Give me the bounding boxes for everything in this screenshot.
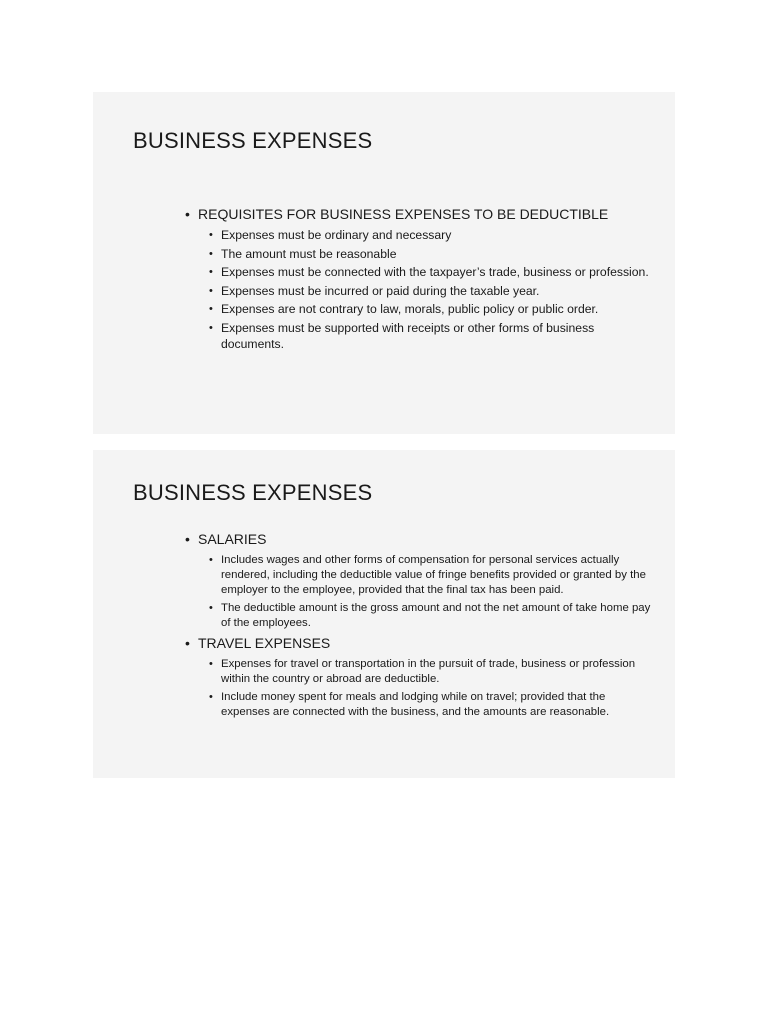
bullet-icon: • [209,602,213,614]
list-item [209,228,655,244]
bullet-icon: • [209,691,213,703]
bullet-icon: • [185,635,190,651]
section-travel-expenses [185,634,655,720]
list-item-text: The deductible amount is the gross amount and not the net amount of take home pay of the employees. [221,602,651,629]
section-requisites [185,205,655,352]
list-item-text: Expenses are not contrary to law, morals, public policy or public order. [221,302,599,317]
section-salaries [185,530,655,631]
bullet-icon: • [209,247,213,260]
list-item-text: The amount must be reasonable [221,246,397,261]
list-item [209,553,655,598]
list-item [209,601,655,631]
section-heading: TRAVEL EXPENSES [198,635,331,651]
list-item [209,302,655,318]
slide-title: BUSINESS EXPENSES [133,128,373,153]
list-item-text: Expenses must be supported with receipts or other forms of business documents. [221,320,595,351]
bullet-icon: • [209,321,213,334]
main-bullet-list [185,530,655,723]
bullet-icon: • [209,284,213,297]
bullet-icon: • [185,531,190,547]
list-item [209,690,655,720]
bullet-icon: • [185,206,190,222]
slide-2 [93,450,675,778]
list-item [209,321,655,352]
list-item [209,284,655,300]
bullet-icon: • [209,266,213,279]
list-item-text: Expenses for travel or transportation in the pursuit of trade, business or profession within the country or abroad are deductible. [221,658,636,685]
sub-bullet-list [209,228,655,352]
list-item-text: Expenses must be ordinary and necessary [221,228,452,242]
list-item [209,247,655,263]
section-heading: SALARIES [198,531,267,547]
bullet-icon: • [209,554,213,566]
list-item [209,265,655,281]
list-item-text: Includes wages and other forms of compensation for personal services actually rendered, including the deductible value of fringe benefits provided or granted by the employer to the employee, provided that the final tax has been paid. [221,554,646,596]
slide-title: BUSINESS EXPENSES [133,480,373,505]
bullet-icon: • [209,303,213,316]
sub-bullet-list [209,657,655,720]
bullet-icon: • [209,229,213,241]
slide-1 [93,92,675,434]
list-item-text: Include money spent for meals and lodging while on travel; provided that the expenses are connected with the business, and the amounts are reasonable. [221,691,610,718]
bullet-icon: • [209,658,213,670]
sub-bullet-list [209,553,655,631]
list-item-text: Expenses must be incurred or paid during the taxable year. [221,283,540,298]
main-bullet-list [185,205,655,355]
section-heading: REQUISITES FOR BUSINESS EXPENSES TO BE DEDUCTIBLE [198,206,609,222]
list-item-text: Expenses must be connected with the taxpayer’s trade, business or profession. [221,265,649,280]
list-item [209,657,655,687]
